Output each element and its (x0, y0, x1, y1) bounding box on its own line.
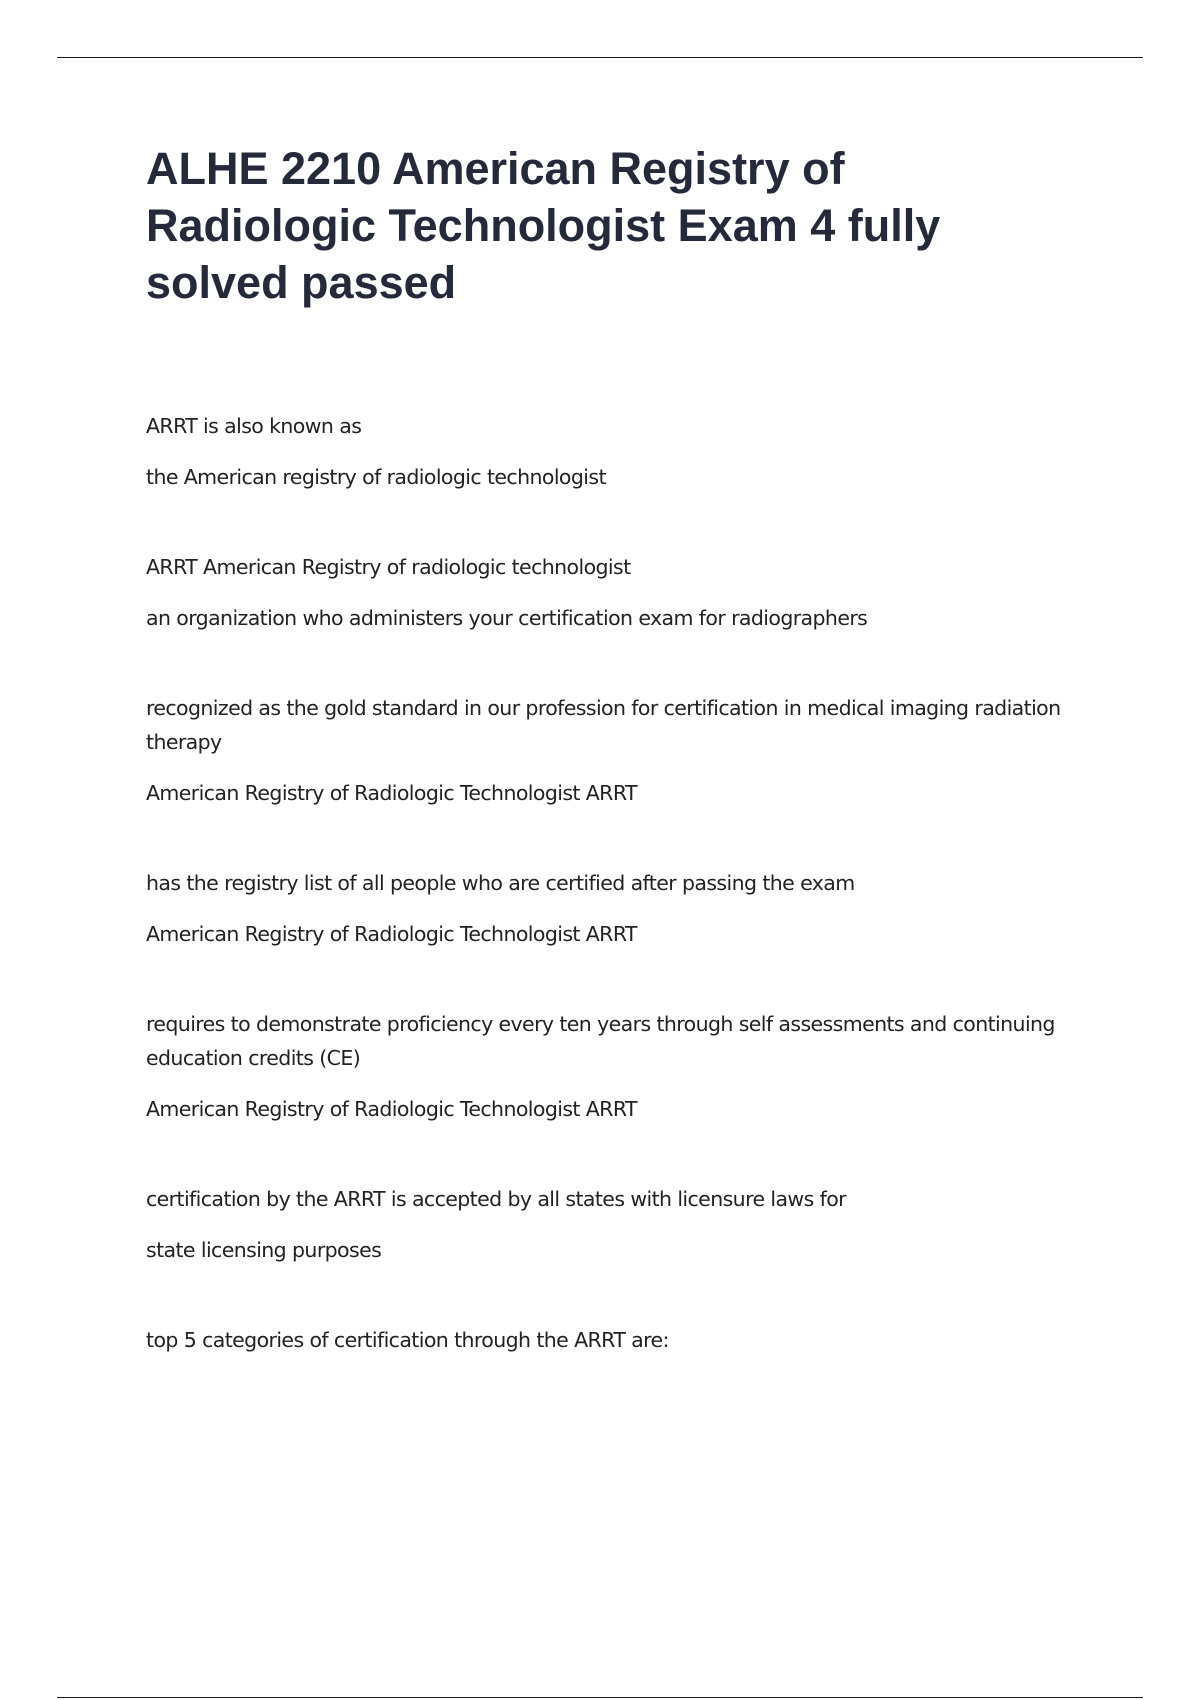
flashcard (146, 1007, 1076, 1126)
flashcard-answer: the American registry of radiologic technologist (146, 465, 606, 489)
flashcard-answer: American Registry of Radiologic Technologist ARRT (146, 922, 637, 946)
flashcard-answer: American Registry of Radiologic Technologist ARRT (146, 1097, 637, 1121)
flashcard-question: top 5 categories of certification through the ARRT are: (146, 1328, 669, 1352)
flashcard-question: has the registry list of all people who are certified after passing the exam (146, 871, 855, 895)
flashcard-question: recognized as the gold standard in our profession for certification in medical imaging radiation therapy (146, 696, 1061, 754)
flashcard (146, 1182, 1076, 1267)
flashcard-list (146, 409, 1076, 1357)
flashcard-question: ARRT is also known as (146, 414, 362, 438)
flashcard-question: requires to demonstrate proficiency every ten years through self assessments and continuing education credits (CE) (146, 1012, 1055, 1070)
flashcard-answer: an organization who administers your certification exam for radiographers (146, 606, 868, 630)
document-body (146, 140, 1076, 1413)
flashcard (146, 691, 1076, 810)
flashcard-answer: American Registry of Radiologic Technologist ARRT (146, 781, 637, 805)
document-title: ALHE 2210 American Registry of Radiologic Technologist Exam 4 fully solved passed (146, 143, 941, 308)
flashcard (146, 550, 1076, 635)
flashcard (146, 1323, 1076, 1357)
flashcard (146, 409, 1076, 494)
flashcard-question: certification by the ARRT is accepted by all states with licensure laws for (146, 1187, 846, 1211)
flashcard-answer: state licensing purposes (146, 1238, 382, 1262)
bottom-divider (57, 1697, 1143, 1698)
top-divider (57, 57, 1143, 58)
flashcard (146, 866, 1076, 951)
flashcard-question: ARRT American Registry of radiologic technologist (146, 555, 631, 579)
